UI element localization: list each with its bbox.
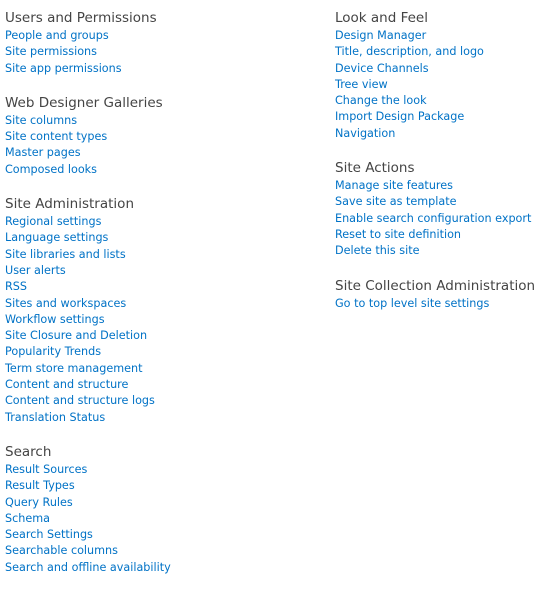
link-master-pages[interactable]: Master pages [5, 146, 81, 160]
list-item [5, 478, 325, 494]
section-site-actions [335, 159, 545, 259]
link-site-columns[interactable]: Site columns [5, 113, 78, 127]
list-item [5, 230, 325, 246]
link-site-content-types[interactable]: Site content types [5, 130, 108, 144]
list-item [5, 495, 325, 511]
link-list [335, 296, 545, 312]
link-regional-settings[interactable]: Regional settings [5, 215, 102, 229]
list-item [335, 109, 545, 125]
list-item [5, 543, 325, 559]
link-manage-site-features[interactable]: Manage site features [335, 179, 453, 193]
link-search-and-offline-availability[interactable]: Search and offline availability [5, 560, 171, 574]
link-content-and-structure-logs[interactable]: Content and structure logs [5, 394, 155, 408]
link-site-app-permissions[interactable]: Site app permissions [5, 61, 122, 75]
list-item [5, 328, 325, 344]
link-term-store-management[interactable]: Term store management [5, 361, 143, 375]
list-item [5, 247, 325, 263]
list-item [5, 410, 325, 426]
list-item [335, 194, 545, 210]
section-title: Web Designer Galleries [5, 94, 163, 111]
section-site-administration [5, 195, 325, 426]
link-title-description-and-logo[interactable]: Title, description, and logo [335, 45, 484, 59]
section-search [5, 443, 325, 576]
link-site-closure-and-deletion[interactable]: Site Closure and Deletion [5, 329, 148, 343]
list-item [335, 44, 545, 60]
list-item [335, 61, 545, 77]
list-item [335, 243, 545, 259]
link-list [5, 462, 325, 576]
link-delete-this-site[interactable]: Delete this site [335, 244, 420, 258]
link-schema[interactable]: Schema [5, 511, 50, 525]
link-navigation[interactable]: Navigation [335, 126, 396, 140]
list-item [335, 77, 545, 93]
link-popularity-trends[interactable]: Popularity Trends [5, 345, 102, 359]
link-list [335, 178, 545, 259]
list-item [5, 162, 325, 178]
list-item [5, 145, 325, 161]
list-item [335, 211, 545, 227]
link-workflow-settings[interactable]: Workflow settings [5, 312, 105, 326]
section-title: Site Administration [5, 196, 134, 213]
link-translation-status[interactable]: Translation Status [5, 410, 106, 424]
link-enable-search-configuration-export[interactable]: Enable search configuration export [335, 211, 532, 225]
link-list [335, 28, 545, 142]
section-title: Site Actions [335, 160, 415, 177]
list-item [5, 511, 325, 527]
link-sites-and-workspaces[interactable]: Sites and workspaces [5, 296, 127, 310]
list-item [5, 44, 325, 60]
link-import-design-package[interactable]: Import Design Package [335, 110, 465, 124]
list-item [5, 527, 325, 543]
section-title: Look and Feel [335, 10, 428, 26]
list-item [5, 312, 325, 328]
link-searchable-columns[interactable]: Searchable columns [5, 544, 118, 558]
link-list [5, 28, 325, 77]
link-reset-to-site-definition[interactable]: Reset to site definition [335, 227, 462, 241]
list-item [5, 361, 325, 377]
right-column [335, 9, 545, 329]
list-item [5, 113, 325, 129]
link-composed-looks[interactable]: Composed looks [5, 162, 97, 176]
link-rss[interactable]: RSS [5, 280, 27, 294]
list-item [5, 344, 325, 360]
list-item [335, 126, 545, 142]
left-column [5, 9, 325, 593]
link-content-and-structure[interactable]: Content and structure [5, 378, 129, 392]
link-go-to-top-level-site-settings[interactable]: Go to top level site settings [335, 296, 490, 310]
section-users-and-permissions [5, 9, 325, 77]
list-item [335, 178, 545, 194]
list-item [5, 263, 325, 279]
section-title: Users and Permissions [5, 10, 157, 26]
link-search-settings[interactable]: Search Settings [5, 528, 93, 542]
link-people-and-groups[interactable]: People and groups [5, 29, 109, 42]
link-list [5, 214, 325, 426]
link-site-permissions[interactable]: Site permissions [5, 45, 97, 59]
section-title: Site Collection Administration [335, 277, 536, 294]
list-item [335, 227, 545, 243]
section-title: Search [5, 443, 52, 460]
list-item [5, 214, 325, 230]
list-item [5, 377, 325, 393]
link-user-alerts[interactable]: User alerts [5, 263, 66, 277]
section-site-collection-administration [335, 277, 545, 312]
list-item [5, 28, 325, 44]
list-item [5, 560, 325, 576]
list-item [5, 393, 325, 409]
link-tree-view[interactable]: Tree view [335, 77, 388, 91]
list-item [5, 462, 325, 478]
list-item [335, 28, 545, 44]
link-result-sources[interactable]: Result Sources [5, 462, 88, 476]
section-look-and-feel [335, 9, 545, 142]
list-item [5, 296, 325, 312]
list-item [335, 93, 545, 109]
link-site-libraries-and-lists[interactable]: Site libraries and lists [5, 247, 126, 261]
link-design-manager[interactable]: Design Manager [335, 29, 427, 42]
link-query-rules[interactable]: Query Rules [5, 495, 73, 509]
list-item [5, 129, 325, 145]
link-result-types[interactable]: Result Types [5, 479, 75, 493]
section-web-designer-galleries [5, 94, 325, 178]
link-language-settings[interactable]: Language settings [5, 231, 109, 245]
list-item [5, 279, 325, 295]
list-item [5, 61, 325, 77]
link-save-site-as-template[interactable]: Save site as template [335, 195, 457, 209]
link-list [5, 113, 325, 178]
link-device-channels[interactable]: Device Channels [335, 61, 429, 75]
link-change-the-look[interactable]: Change the look [335, 94, 427, 108]
list-item [335, 296, 545, 312]
